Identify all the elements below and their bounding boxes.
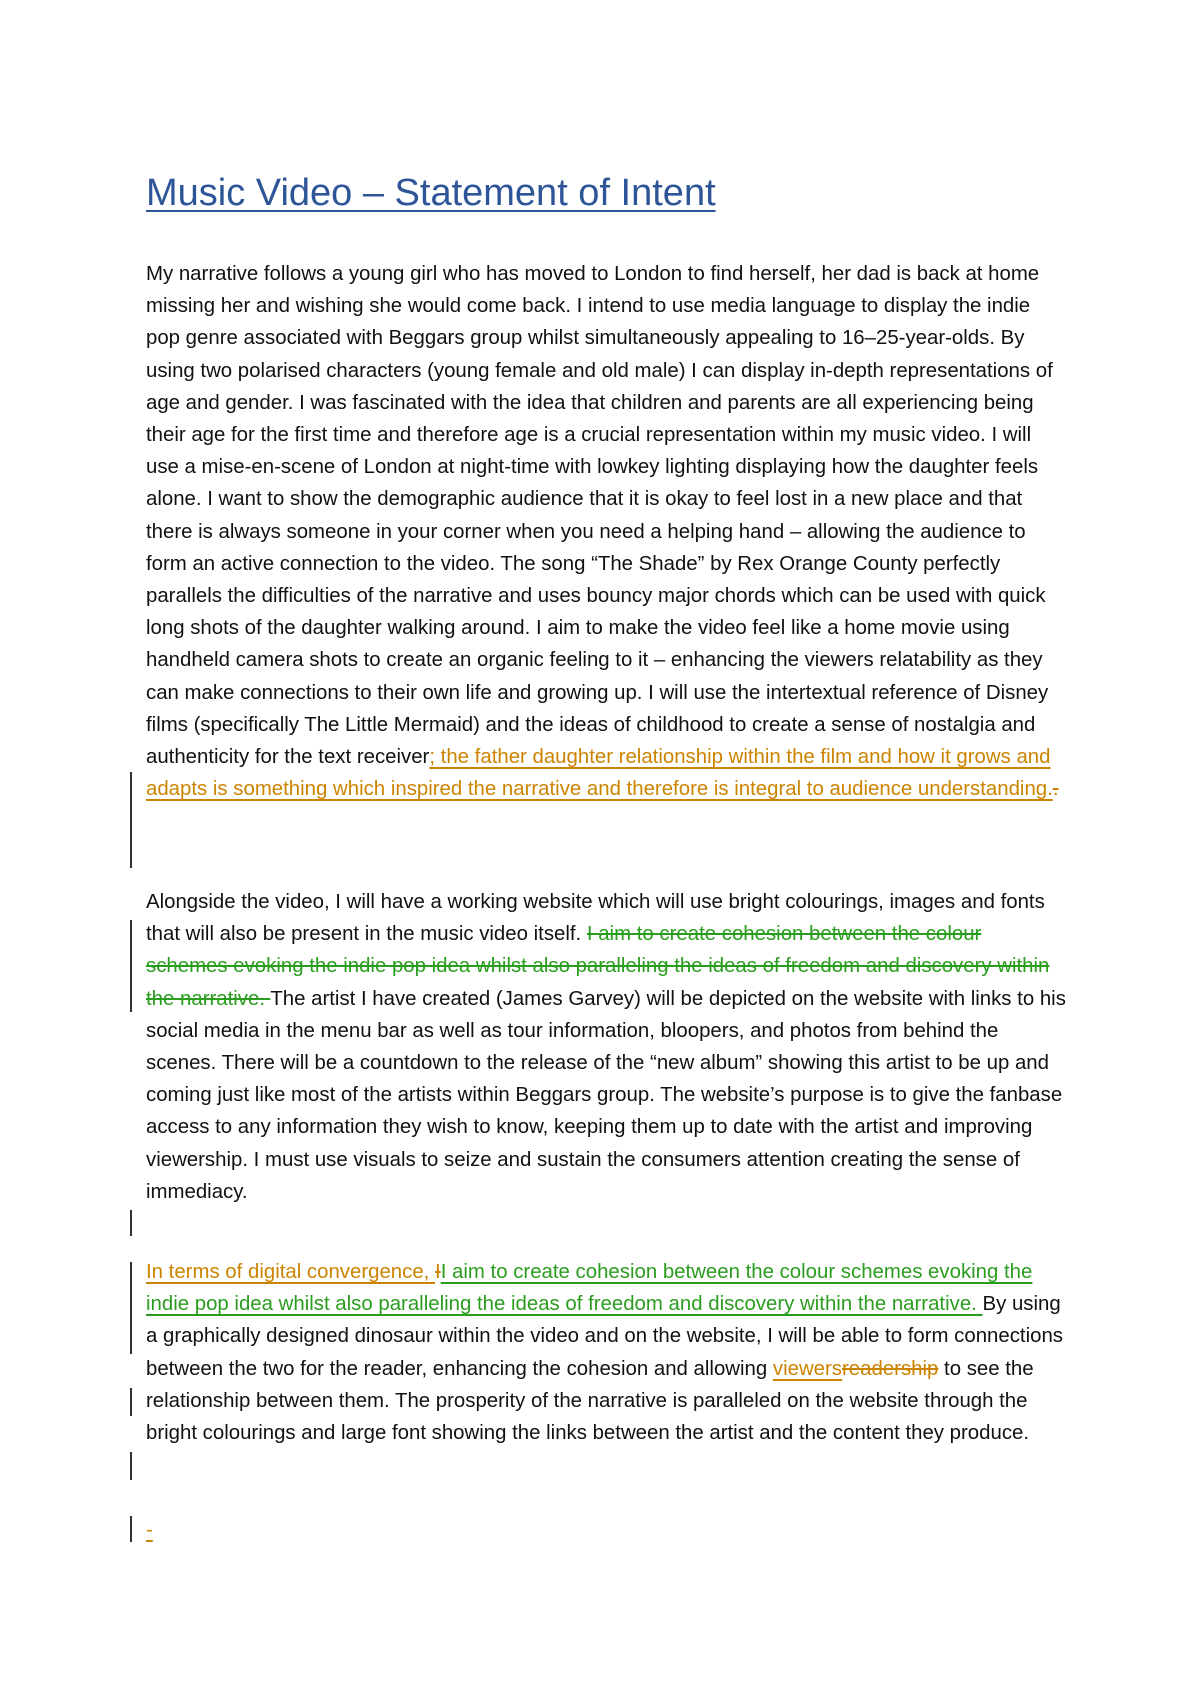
paragraph-text: to see the relationship between them. The prosperity of the narrative is paralleled on the website through the bright colourings and large font showing the links between the artist and the content they produce. — [146, 1357, 1034, 1445]
paragraph-text: My narrative follows a young girl who has moved to London to find herself, her dad is back at home missing her and wishing she would come back. I intend to use media language to display the indie pop genre associated with Beggars group whilst simultaneously appealing to 16–25-year-olds. By using two polarised characters (young female and old male) I can display in-depth representations of age and gender. I was fascinated with the idea that children and parents are all experiencing being their age for the first time and therefore age is a crucial representation within my music video. I will use a mise-en-scene of London at night-time with lowkey lighting displaying how the daughter feels alone. I want to show the demographic audience that it is okay to feel lost in a new place and that there is always someone in your corner when you need a helping hand – allowing the audience to form an active connection to the video. The song “The Shade” by Rex Orange County perfectly parallels the difficulties of the narrative and uses bouncy major chords which can be used with quick long shots of the daughter walking around. I aim to make the video feel like a home movie using handheld camera shots to create an organic feeling to it – enhancing the viewers relatability as they can make connections to their own life and growing up. I will use the intertextual reference of Disney films (specifically The Little Mermaid) and the ideas of childhood to create a sense of nostalgia and authenticity for the text receiver — [146, 263, 1053, 769]
tracked-insertion: In terms of digital convergence, — [146, 1261, 436, 1283]
change-bar — [130, 1452, 132, 1480]
paragraph-website — [146, 886, 1066, 1208]
tracked-deletion: I — [435, 1261, 441, 1283]
change-bar — [130, 772, 132, 868]
tracked-deletion: I aim to create cohesion between the colour schemes evoking the indie pop idea whilst also paralleling the ideas of freedom and discovery within the narrative. — [146, 923, 1050, 1010]
paragraph-text: The artist I have created (James Garvey) will be depicted on the website with links to his social media in the menu bar as well as tour information, bloopers, and photos from behind the scenes. There will be a countdown to the release of the “new album” showing this artist to be up and coming just like most of the artists within Beggars group. The website’s purpose is to give the fanbase access to any information they wish to know, keeping them up to date with the artist and improving viewership. I must use visuals to seize and sustain the consumers attention creating the sense of immediacy. — [146, 987, 1066, 1203]
change-bar — [130, 1210, 132, 1236]
paragraph-text: By using a graphically designed dinosaur within the video and on the website, I will be able to form connections between the two for the reader, enhancing the cohesion and allowing — [146, 1293, 1064, 1380]
tracked-deletion: . — [1052, 778, 1059, 801]
tracked-insertion: I aim to create cohesion between the colour schemes evoking the indie pop idea whilst also paralleling the ideas of freedom and discovery within the narrative. — [146, 1261, 1033, 1316]
tracked-insertion: - — [146, 1519, 153, 1541]
empty-paragraph-mark — [146, 1514, 153, 1546]
document-title: Music Video – Statement of Intent — [146, 172, 716, 214]
paragraph-text: Alongside the video, I will have a working website which will use bright colourings, images and fonts that will also be present in the music video itself. — [146, 891, 1045, 946]
paragraph-narrative — [146, 258, 1066, 805]
change-bar — [130, 1262, 132, 1354]
tracked-deletion: readership — [842, 1357, 939, 1380]
change-bar — [130, 1388, 132, 1416]
paragraph-convergence — [146, 1256, 1066, 1449]
tracked-insertion: ; the father daughter relationship within the film and how it grows and adapts is something which inspired the narrative and therefore is integral to audience understanding. — [146, 746, 1053, 801]
tracked-insertion: viewers — [772, 1357, 843, 1380]
change-bar — [130, 1516, 132, 1542]
change-bar — [130, 920, 132, 1012]
